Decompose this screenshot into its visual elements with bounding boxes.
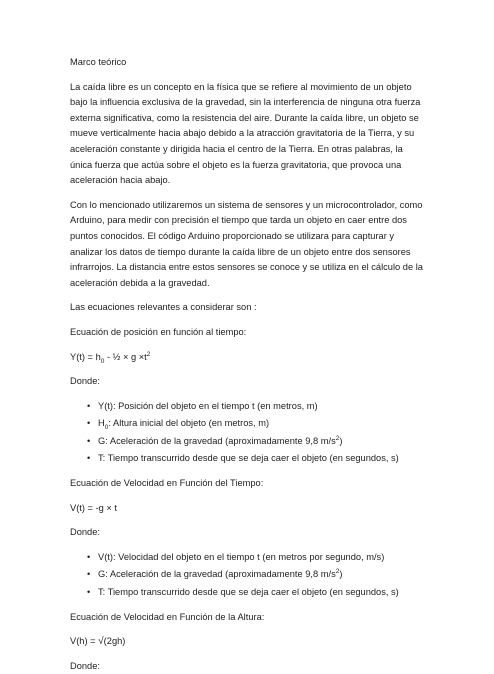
list-item: • G: Aceleración de la gravedad (aproximadamente 9,8 $m/s^2$)	[98, 434, 424, 450]
list-item: • $H_0$: Altura inicial del objeto (en metros, m)	[87, 418, 270, 432]
velocity-time-heading: Ecuación de Velocidad en Función del Tiempo:	[70, 478, 264, 489]
donde-label: Donde:	[70, 376, 100, 387]
list-item: • V(t): Velocidad del objeto en el tiempo t (en metros por segundo, m/s)	[98, 550, 424, 566]
position-equation-heading: Ecuación de posición en función al tiempo:	[70, 326, 247, 337]
section-title: Marco teórico	[70, 57, 127, 67]
list-item: • Y(t): Posición del objeto en el tiempo t (en metros, m)	[98, 399, 424, 415]
bullet-icon: •	[87, 435, 91, 446]
velocity-height-heading: Ecuación de Velocidad en Función de la Altura:	[70, 611, 265, 622]
list-item: • T: Tiempo transcurrido desde que se deja caer el objeto (en segundos, s)	[98, 585, 424, 601]
list-item: • T: Tiempo transcurrido desde que se deja caer el objeto (en segundos, s)	[98, 451, 424, 467]
list-item: • G: Aceleración de la gravedad (aproximadamente 9,8 $m/s^2$)	[98, 567, 424, 583]
bullet-icon: •	[87, 551, 91, 562]
equations-intro: Las ecuaciones relevantes a considerar son :	[70, 302, 257, 313]
bullet-icon: •	[87, 587, 91, 598]
bullet-icon: •	[87, 400, 91, 411]
square-root-icon: √	[98, 636, 104, 648]
method-paragraph: Con lo mencionado utilizaremos un sistema de sensores y un microcontrolador, como Arduino, para medir con precisión el tiempo que tarda un objeto en caer entre dos puntos conocidos. El código Arduino proporcionado se utilizara para capturar y analizar los datos de tiempo durante la caída libre de un objeto entre dos sensores infrarrojos. La distancia entre estos sensores se conoce y se utiliza en el cálculo de la aceleración debida a la gravedad.	[70, 199, 423, 288]
position-equation: $Y(t) = h_0$ - ½ × $g \times t^2$	[70, 350, 151, 365]
position-variables-list	[70, 399, 424, 467]
velocity-time-equation: V(t) = -g × t	[70, 502, 118, 513]
bullet-icon: •	[87, 418, 91, 429]
donde-label: Donde:	[70, 660, 100, 671]
velocity-variables-list	[70, 550, 424, 601]
bullet-icon: •	[87, 569, 91, 580]
intro-paragraph: La caída libre es un concepto en la física que se refiere al movimiento de un objeto bajo la influencia exclusiva de la gravedad, sin la interferencia de ninguna otra fuerza externa significativa, como la resistencia del aire. Durante la caída libre, un objeto se mueve verticalmente hacia abajo debido a la atracción gravitatoria de la Tierra, y su aceleración constante y dirigida hacia el centro de la Tierra. En otras palabras, la única fuerza que actúa sobre el objeto es la fuerza gravitatoria, que provoca una aceleración hacia abajo.	[70, 81, 421, 186]
donde-label: Donde:	[70, 527, 100, 538]
velocity-height-equation: V(h) = √(2gh)	[70, 636, 126, 648]
bullet-icon: •	[87, 453, 91, 464]
